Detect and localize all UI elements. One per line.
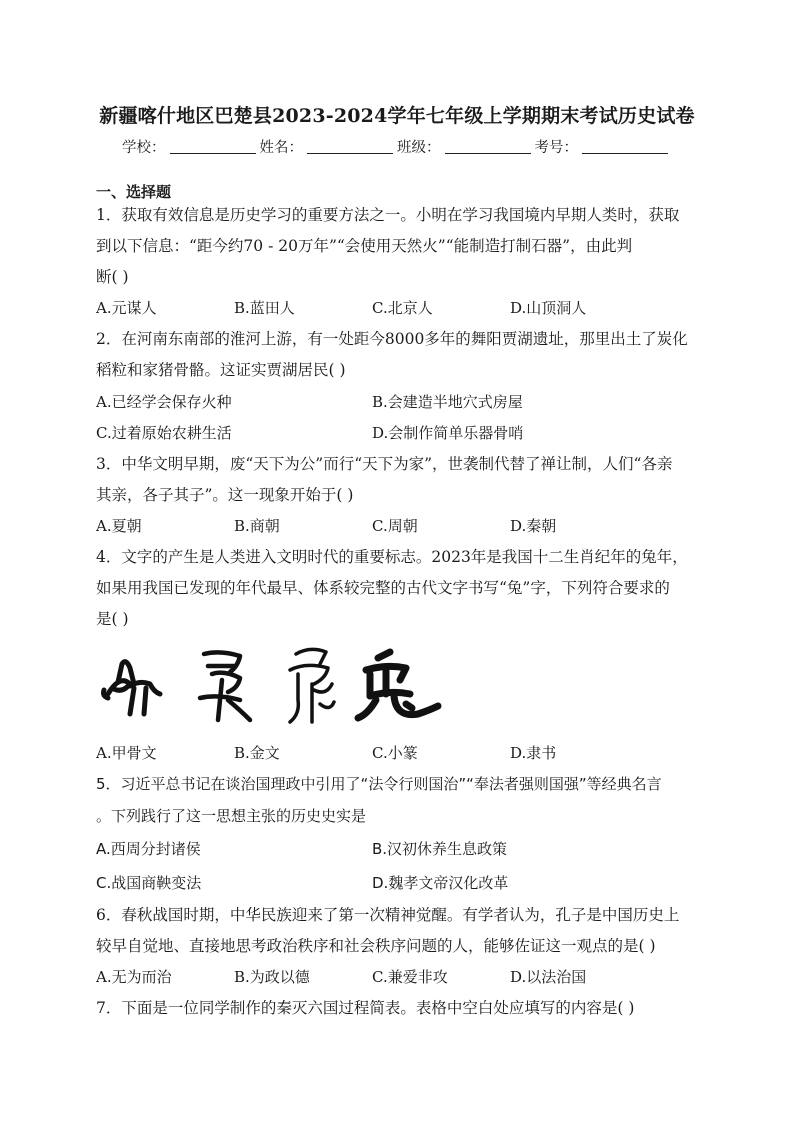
small-seal-rabbit-glyph bbox=[290, 649, 334, 722]
question-2-option-c[interactable]: C.过着原始农耕生活 bbox=[96, 424, 232, 442]
question-2-line-1: 2．在河南东南部的淮河上游，有一处距今8000多年的舞阳贾湖遗址，那里出土了炭化 bbox=[96, 330, 688, 348]
oracle-bone-rabbit-glyph bbox=[104, 662, 161, 714]
class-blank[interactable] bbox=[445, 139, 531, 154]
question-2-option-a[interactable]: A.已经学会保存火种 bbox=[96, 393, 232, 411]
exam-title: 新疆喀什地区巴楚县2023-2024学年七年级上学期期末考试历史试卷 bbox=[99, 105, 695, 127]
question-6-line-2: 较早自觉地、直接地思考政治秩序和社会秩序问题的人，能够佐证这一观点的是( ) bbox=[96, 937, 656, 955]
question-7-line-1: 7．下面是一位同学制作的秦灭六国过程简表。表格中空白处应填写的内容是( ) bbox=[96, 999, 635, 1017]
question-4-line-3: 是( ) bbox=[96, 610, 129, 628]
name-blank[interactable] bbox=[307, 139, 393, 154]
question-5-line-1: 5．习近平总书记在谈治国理政中引用了“法令行则国治”“奉法者强则国强”等经典名言 bbox=[96, 775, 662, 793]
section-heading: 一、选择题 bbox=[96, 183, 172, 201]
question-4-option-a[interactable]: A.甲骨文 bbox=[96, 744, 157, 762]
class-label: 班级： bbox=[397, 140, 441, 156]
question-6-option-d[interactable]: D.以法治国 bbox=[510, 968, 587, 986]
question-3-option-a[interactable]: A.夏朝 bbox=[96, 517, 142, 535]
ancient-script-glyphs bbox=[100, 644, 445, 728]
question-5-line-2: 。下列践行了这一思想主张的历史史实是 bbox=[96, 807, 367, 825]
rabbit-character-images bbox=[100, 644, 445, 728]
number-blank[interactable] bbox=[582, 139, 668, 154]
question-3-option-b[interactable]: B.商朝 bbox=[234, 517, 280, 535]
question-4-line-1: 4．文字的产生是人类进入文明时代的重要标志。2023年是我国十二生肖纪年的兔年， bbox=[96, 548, 688, 566]
student-info-row bbox=[0, 136, 794, 157]
question-1-option-b[interactable]: B.蓝田人 bbox=[234, 299, 295, 317]
question-5-option-d[interactable]: D.魏孝文帝汉化改革 bbox=[372, 874, 509, 892]
question-1-option-c[interactable]: C.北京人 bbox=[372, 299, 433, 317]
number-label: 考号： bbox=[534, 140, 578, 156]
question-3-option-c[interactable]: C.周朝 bbox=[372, 517, 418, 535]
question-5-option-b[interactable]: B.汉初休养生息政策 bbox=[372, 840, 508, 858]
question-5-option-a[interactable]: A.西周分封诸侯 bbox=[96, 840, 201, 858]
question-3-option-d[interactable]: D.秦朝 bbox=[510, 517, 557, 535]
question-1-option-a[interactable]: A.元谋人 bbox=[96, 299, 157, 317]
question-4-option-d[interactable]: D.隶书 bbox=[510, 744, 557, 762]
question-1-line-1: 1．获取有效信息是历史学习的重要方法之一。小明在学习我国境内早期人类时，获取 bbox=[96, 206, 680, 224]
question-3-line-1: 3．中华文明早期，废“天下为公”而行“天下为家”，世袭制代替了禅让制，人们“各亲 bbox=[96, 455, 673, 473]
question-2-line-2: 稻粒和家猪骨骼。这证实贾湖居民( ) bbox=[96, 361, 346, 379]
question-2-option-d[interactable]: D.会制作简单乐器骨哨 bbox=[372, 424, 524, 442]
question-3-line-2: 其亲，各子其子”。这一现象开始于( ) bbox=[96, 486, 354, 504]
question-1-line-2: 到以下信息：“距今约70 - 20万年”“会使用天然火”“能制造打制石器”，由此判 bbox=[96, 237, 633, 255]
question-6-line-1: 6．春秋战国时期，中华民族迎来了第一次精神觉醒。有学者认为，孔子是中国历史上 bbox=[96, 906, 680, 924]
question-6-option-a[interactable]: A.无为而治 bbox=[96, 968, 172, 986]
clerical-script-rabbit-glyph bbox=[358, 652, 438, 718]
question-1-line-3: 断( ) bbox=[96, 268, 129, 286]
question-6-option-b[interactable]: B.为政以德 bbox=[234, 968, 310, 986]
question-1-option-d[interactable]: D.山顶洞人 bbox=[510, 299, 587, 317]
bronze-script-rabbit-glyph bbox=[200, 652, 250, 720]
name-label: 姓名： bbox=[259, 140, 303, 156]
question-4-line-2: 如果用我国已发现的年代最早、体系较完整的古代文字书写“兔”字，下列符合要求的 bbox=[96, 579, 670, 597]
question-6-option-c[interactable]: C.兼爱非攻 bbox=[372, 968, 448, 986]
question-4-option-b[interactable]: B.金文 bbox=[234, 744, 280, 762]
question-4-option-c[interactable]: C.小篆 bbox=[372, 744, 418, 762]
question-5-option-c[interactable]: C.战国商鞅变法 bbox=[96, 874, 202, 892]
school-blank[interactable] bbox=[170, 139, 256, 154]
question-2-option-b[interactable]: B.会建造半地穴式房屋 bbox=[372, 393, 523, 411]
school-label: 学校： bbox=[122, 140, 166, 156]
